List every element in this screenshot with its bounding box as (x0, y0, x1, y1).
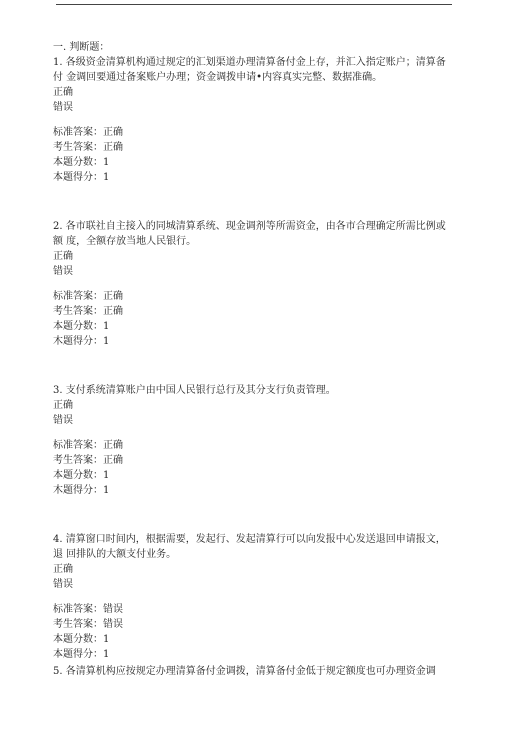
standard-answer: 标准答案：正确 (53, 440, 123, 451)
question-3 (53, 383, 453, 498)
question-score: 本题分数：1 (53, 321, 110, 332)
question-earned: 木题得分：1 (53, 485, 110, 496)
student-answer: 考生答案：正确 (53, 306, 123, 317)
question-earned: 本题得分：1 (53, 649, 110, 660)
question-earned: 本题得分：1 (53, 172, 110, 183)
question-5-line-1: 5. 各清算机构应按规定办理清算备付金调拨，清算备付金低于规定额度也可办理资金调 (53, 666, 436, 677)
question-2 (53, 219, 453, 349)
document-body (53, 40, 453, 679)
question-score: 本题分数：1 (53, 470, 110, 481)
question-1-line-1: 1. 各级资金清算机构通过规定的汇划渠道办理清算备付金上存，并汇入指定账户；清算备 (53, 57, 446, 68)
option-true[interactable]: 正确 (53, 564, 73, 575)
option-false[interactable]: 错误 (53, 415, 73, 426)
question-score: 本题分数：1 (53, 634, 110, 645)
option-true[interactable]: 正确 (53, 87, 73, 98)
question-earned: 木题得分：1 (53, 336, 110, 347)
student-answer: 考生答案：正确 (53, 142, 123, 153)
question-1 (53, 55, 453, 185)
standard-answer: 标准答案：错误 (53, 604, 123, 615)
question-2-line-1: 2. 各市联社自主接入的同城清算系统、现金调剂等所需资金，由各市合理确定所需比例或 (53, 221, 446, 232)
question-4-line-2: 退 回排队的大额支付业务。 (53, 549, 177, 560)
option-false[interactable]: 错误 (53, 102, 73, 113)
option-true[interactable]: 正确 (53, 400, 73, 411)
student-answer: 考生答案：错误 (53, 619, 123, 630)
question-1-line-2: 付 金调回要通过备案账户办理；资金调拨申请•内容真实完整、数据准确。 (53, 72, 383, 83)
section-title: 一. 判断题： (53, 42, 110, 53)
question-5 (53, 664, 453, 679)
standard-answer: 标准答案：正确 (53, 291, 123, 302)
option-false[interactable]: 错误 (53, 579, 73, 590)
standard-answer: 标准答案：正确 (53, 127, 123, 138)
option-true[interactable]: 正确 (53, 251, 73, 262)
question-4 (53, 532, 453, 662)
question-2-line-2: 额 度，全额存放当地人民银行。 (53, 236, 197, 247)
question-score: 本题分数：1 (53, 157, 110, 168)
student-answer: 考生答案：正确 (53, 455, 123, 466)
top-rule (56, 4, 452, 5)
option-false[interactable]: 错误 (53, 266, 73, 277)
question-3-line-1: 3. 支付系统清算账户由中国人民银行总行及其分支行负责管理。 (53, 385, 336, 396)
question-4-line-1: 4. 清算窗口时间内，根据需要，发起行、发起清算行可以向发报中心发送退回申请报文， (53, 534, 446, 545)
